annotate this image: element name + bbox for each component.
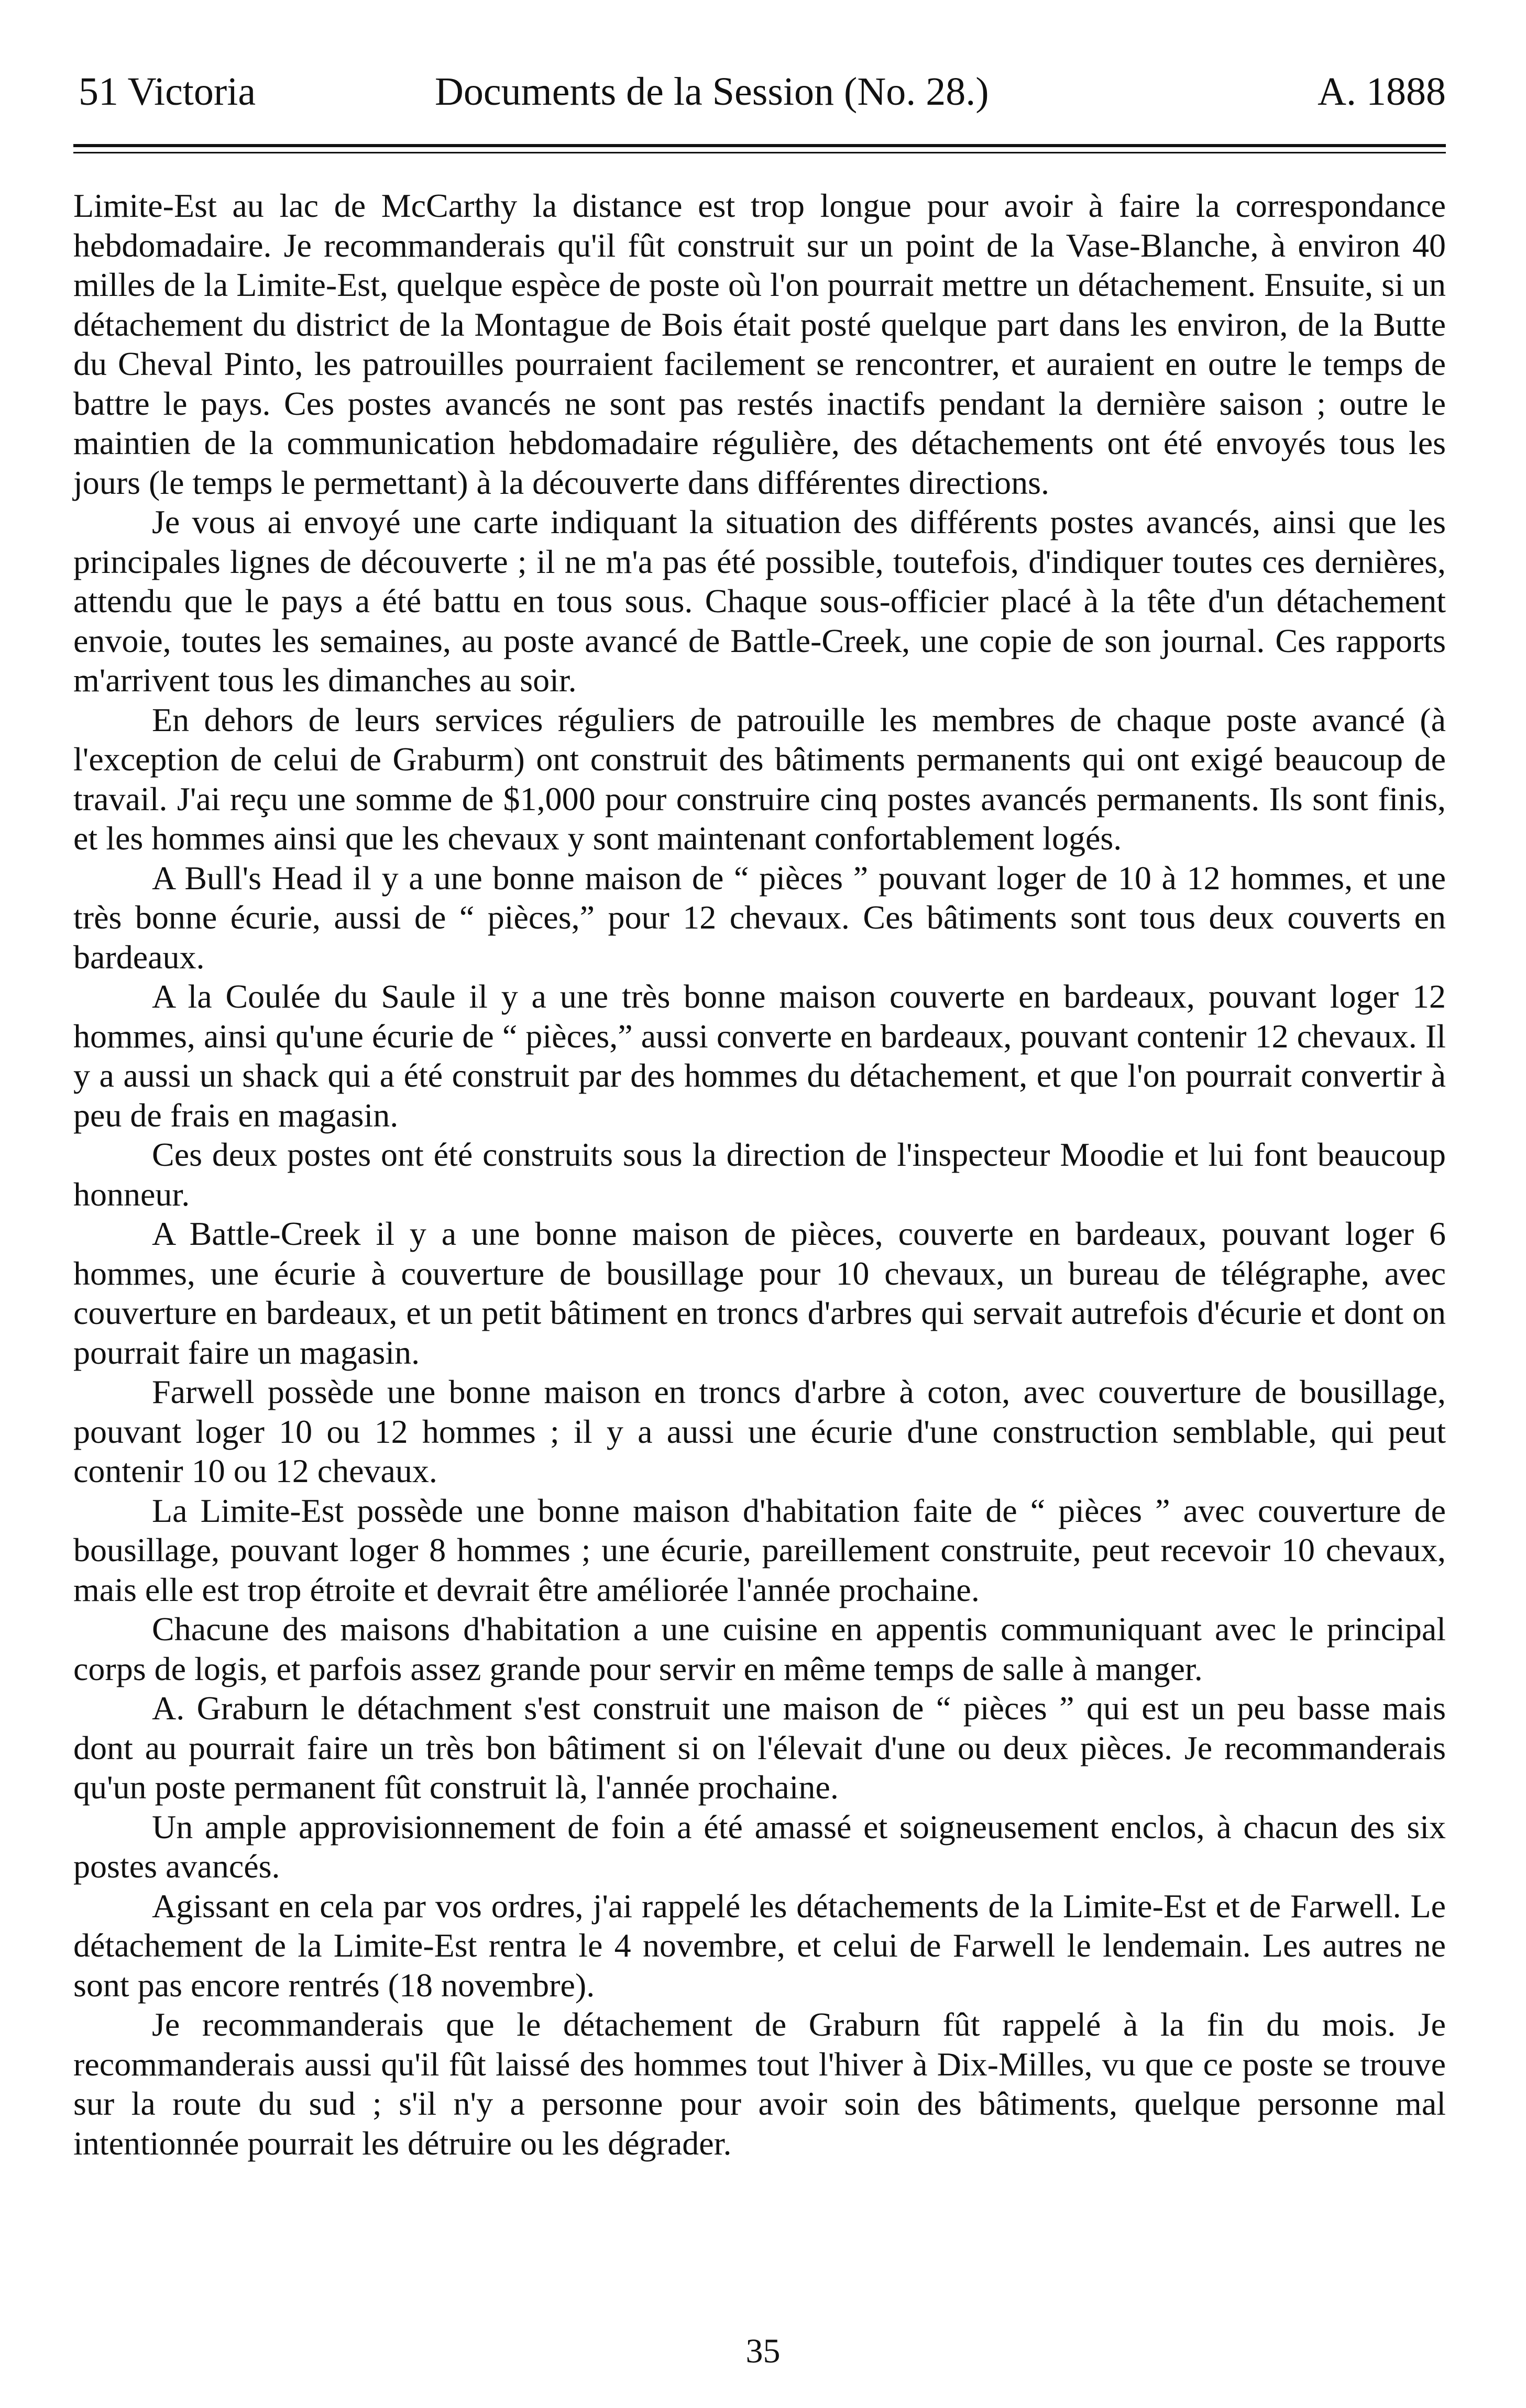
header-rule-thick [73,144,1446,147]
paragraph: Farwell possède une bonne maison en troncs d'arbre à coton, avec couverture de bousillage, pouvant loger 10 ou 12 hommes ; il y a aussi une écurie d'une construction semblable, qui peut contenir 10 ou 12 chevaux. [73,1373,1446,1489]
header-volume: 51 Victoria [79,70,256,114]
header-rule-thin [73,152,1446,153]
paragraph: A Battle-Creek il y a une bonne maison de pièces, couverte en bardeaux, pouvant loger 6 hommes, une écurie à couverture de bousillage pour 10 chevaux, un bureau de télégraphe, avec couverture en bardeaux, et un petit bâtiment en troncs d'arbres qui servait autrefois d'écurie et dont on pourrait faire un magasin. [73,1215,1446,1371]
header-year: A. 1888 [1318,70,1446,114]
paragraph: Je recommanderais que le détachement de Graburn fût rappelé à la fin du mois. Je recommanderais aussi qu'il fût laissé des hommes tout l'hiver à Dix-Milles, vu que ce poste se trouve sur la route du sud ; s'il n'y a personne pour avoir soin des bâtiments, quelque personne mal intentionnée pourrait les détruire ou les dégrader. [73,2006,1446,2162]
paragraph: Ces deux postes ont été construits sous la direction de l'inspecteur Moodie et lui font beaucoup honneur. [73,1136,1446,1213]
document-body [73,186,1446,2163]
header-title: Documents de la Session (No. 28.) [435,70,989,114]
paragraph: A la Coulée du Saule il y a une très bonne maison couverte en bardeaux, pouvant loger 12 hommes, ainsi qu'une écurie de “ pièces,” aussi converte en bardeaux, pouvant contenir 12 chevaux. Il y a aussi un shack qui a été construit par des hommes du détachement, et que l'on pourrait convertir à peu de frais en magasin. [73,978,1446,1134]
paragraph: A Bull's Head il y a une bonne maison de “ pièces ” pouvant loger de 10 à 12 hommes, et une très bonne écurie, aussi de “ pièces,” pour 12 chevaux. Ces bâtiments sont tous deux couverts en bardeaux. [73,859,1446,976]
paragraph: Limite-Est au lac de McCarthy la distance est trop longue pour avoir à faire la correspondance hebdomadaire. Je recommanderais qu'il fût construit sur un point de la Vase-Blanche, à environ 40 milles de la Limite-Est, quelque espèce de poste où l'on pourrait mettre un détachement. Ensuite, si un détachement du district de la Montague de Bois était posté quelque part dans les environ, de la Butte du Cheval Pinto, les patrouilles pourraient facilement se rencontrer, et auraient en outre le temps de battre le pays. Ces postes avancés ne sont pas restés inactifs pendant la dernière saison ; outre le maintien de la communication hebdomadaire régulière, des détachements ont été envoyés tous les jours (le temps le permettant) à la découverte dans différentes directions. [73,187,1446,501]
paragraph: La Limite-Est possède une bonne maison d'habitation faite de “ pièces ” avec couverture de bousillage, pouvant loger 8 hommes ; une écurie, pareillement construite, peut recevoir 10 chevaux, mais elle est trop étroite et devrait être améliorée l'année prochaine. [73,1492,1446,1608]
paragraph: Un ample approvisionnement de foin a été amassé et soigneusement enclos, à chacun des six postes avancés. [73,1808,1446,1885]
page-header [73,63,1446,120]
paragraph: Je vous ai envoyé une carte indiquant la situation des différents postes avancés, ainsi que les principales lignes de découverte ; il ne m'a pas été possible, toutefois, d'indiquer toutes ces dernières, attendu que le pays a été battu en tous sous. Chaque sous-officier placé à la tête d'un détachement envoie, toutes les semaines, au poste avancé de Battle-Creek, une copie de son journal. Ces rapports m'arrivent tous les dimanches au soir. [73,503,1446,699]
paragraph: Agissant en cela par vos ordres, j'ai rappelé les détachements de la Limite-Est et de Farwell. Le détachement de la Limite-Est rentra le 4 novembre, et celui de Farwell le lendemain. Les autres ne sont pas encore rentrés (18 novembre). [73,1887,1446,2004]
paragraph: En dehors de leurs services réguliers de patrouille les membres de chaque poste avancé (à l'exception de celui de Graburm) ont construit des bâtiments permanents qui ont exigé beaucoup de travail. J'ai reçu une somme de $1,000 pour construire cinq postes avancés permanents. Ils sont finis, et les hommes ainsi que les chevaux y sont maintenant confortablement logés. [73,701,1446,857]
page-number: 35 [745,2332,781,2370]
paragraph: Chacune des maisons d'habitation a une cuisine en appentis communiquant avec le principal corps de logis, et parfois assez grande pour servir en même temps de salle à manger. [73,1610,1446,1687]
paragraph: A. Graburn le détachment s'est construit une maison de “ pièces ” qui est un peu basse mais dont au pourrait faire un très bon bâtiment si on l'élevait d'une ou deux pièces. Je recommanderais qu'un poste permanent fût construit là, l'année prochaine. [73,1689,1446,1806]
